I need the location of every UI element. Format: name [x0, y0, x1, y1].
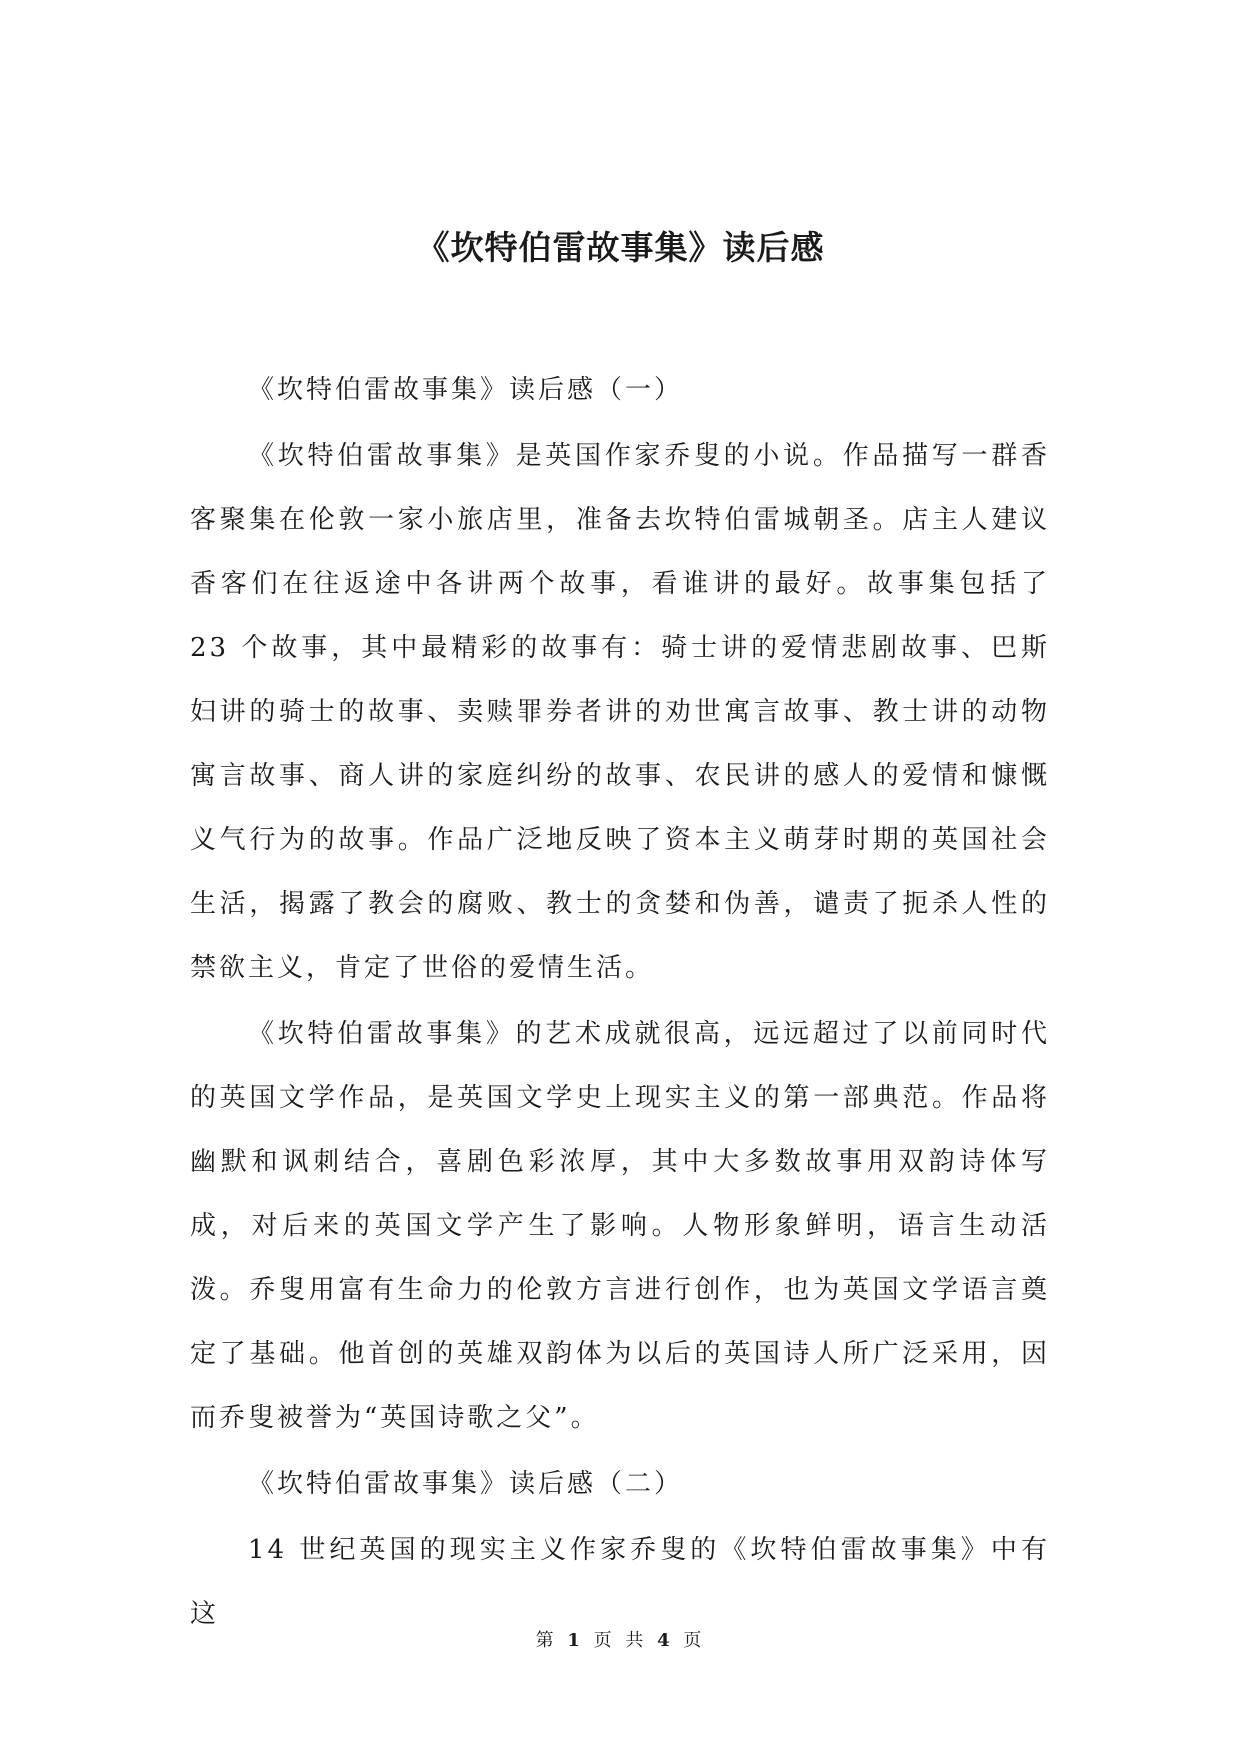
footer-suffix: 页: [683, 1630, 706, 1651]
page-footer: [0, 1626, 1241, 1652]
section-heading-1: 《坎特伯雷故事集》读后感（一）: [248, 375, 684, 405]
paragraph: 《坎特伯雷故事集》是英国作家乔叟的小说。作品描写一群香客聚集在伦敦一家小旅店里，准备去坎特伯雷城朝圣。店主人建议香客们在往返途中各讲两个故事，看谁讲的最好。故事集包括了 23 个故事，其中最精彩的故事有：骑士讲的爱情悲剧故事、巴斯妇讲的骑士的故事、卖赎罪券者讲的劝世寓言故事、教士讲的动物寓言故事、商人讲的家庭纠纷的故事、农民讲的感人的爱情和慷慨义气行为的故事。作品广泛地反映了资本主义萌芽时期的英国社会生活，揭露了教会的腐败、教士的贪婪和伪善，谴责了扼杀人性的禁欲主义，肯定了世俗的爱情生活。: [190, 441, 1050, 983]
section-heading-2: 《坎特伯雷故事集》读后感（二）: [248, 1469, 684, 1499]
total-pages: 4: [657, 1630, 674, 1651]
document-title: 《坎特伯雷故事集》读后感: [416, 228, 825, 267]
paragraph: 14 世纪英国的现实主义作家乔叟的《坎特伯雷故事集》中有这: [190, 1535, 1050, 1629]
footer-middle: 页 共: [593, 1630, 648, 1651]
footer-prefix: 第: [535, 1630, 558, 1651]
paragraph: 《坎特伯雷故事集》的艺术成就很高，远远超过了以前同时代的英国文学作品，是英国文学史上现实主义的第一部典范。作品将幽默和讽刺结合，喜剧色彩浓厚，其中大多数故事用双韵诗体写成，对后来的英国文学产生了影响。人物形象鲜明，语言生动活泼。乔叟用富有生命力的伦敦方言进行创作，也为英国文学语言奠定了基础。他首创的英雄双韵体为以后的英国诗人所广泛采用，因而乔叟被誉为“英国诗歌之父”。: [190, 1019, 1050, 1433]
document-body: [190, 358, 1050, 1648]
page-number: 1: [567, 1630, 584, 1651]
